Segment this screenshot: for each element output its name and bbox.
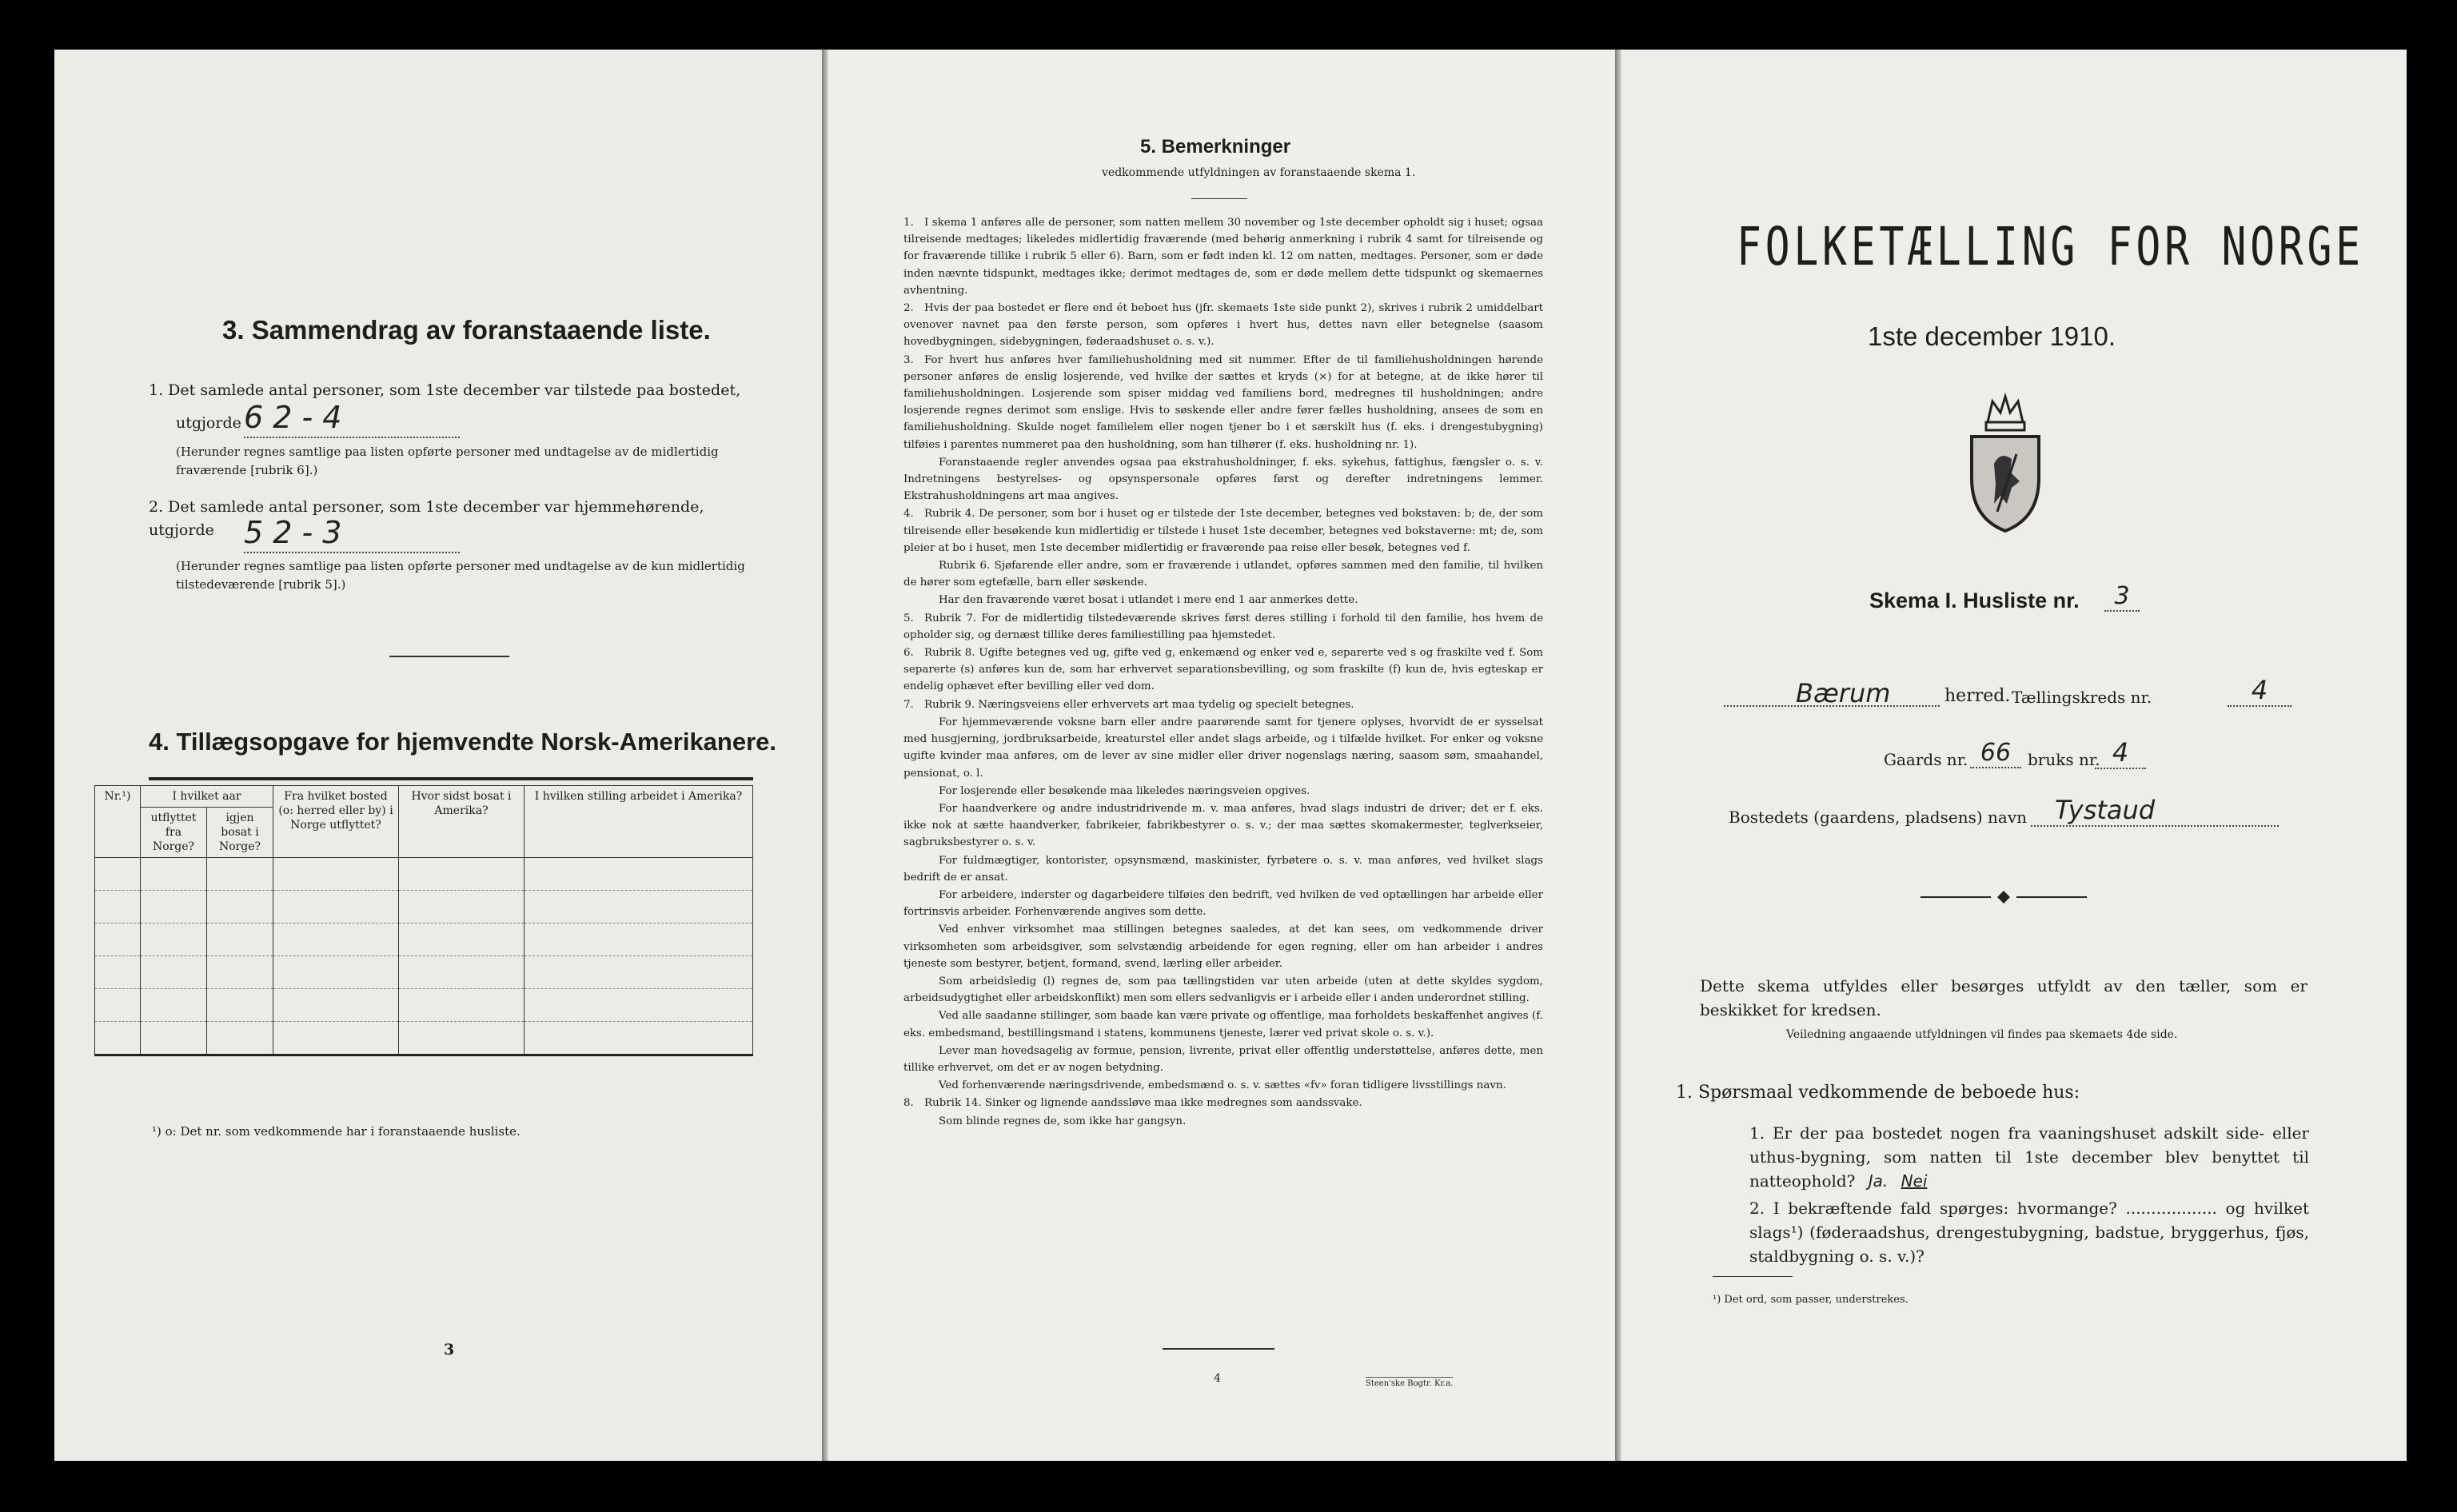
census-title: FOLKETÆLLING FOR NORGE	[1737, 216, 2364, 277]
th-from-where: Fra hvilket bosted (o: herred eller by) i Norge utflyttet?	[273, 786, 399, 858]
remark-text: Ved enhver virksomhet maa stillingen betegnes saaledes, at det kan sees, om vedkommende driver virksomheten som arbeidsgiver, som selvstændig arbeidende for egen regning, eller om han arbeider i andres tjeneste som bestyrer, betjent, formand, svend, lærling eller arbeider.	[903, 924, 1543, 970]
kreds-label: Tællingskreds nr.	[2012, 688, 2152, 707]
remark-paragraph	[903, 1113, 1543, 1130]
remark-text: Foranstaaende regler anvendes ogsaa paa ekstrahusholdninger, f. eks. sykehus, fattighus, fængsler o. s. v. Indretningens bestyrelses- og opsynspersonale opføres først og derefter indretningens lemmer. Ekstrahusholdningens art maa angives.	[903, 456, 1543, 503]
remark-text: Rubrik 7. For de midlertidig tilstedeværende skrives først deres stilling i forhold til den familie, hos hvem de opholder sig, og dernæst tillike deres familiestilling paa hjemstedet.	[903, 612, 1543, 641]
remark-text: For hjemmeværende voksne barn eller andre paarørende samt for tjenere oplyses, hvorvidt de er sysselsat med husgjerning, jordbruksarbeide, kreaturstel eller andet slags arbeide, og i tilfælde hvilket. For enker og voksne ugifte kvinder maa anføres, om de lever av sine midler eller driver nogenslags næring, saasom søm, smaahandel, pensionat, o. l.	[903, 716, 1543, 780]
item2-value[interactable]: 5 2 - 3	[244, 515, 460, 553]
table-row	[95, 956, 753, 989]
remark-text: Som arbeidsledig (l) regnes de, som paa tællingstiden var uten arbeide (uten at dette skyldes sygdom, arbeidsudygtighet eller arbeidskonflikt) men som ellers sedvanligvis er i arbeide eller i anden underordnet stilling.	[903, 975, 1543, 1005]
page-number-4: 4	[1214, 1372, 1221, 1385]
remark-paragraph	[903, 557, 1543, 591]
section4-title: 4. Tillægsopgave for hjemvendte Norsk-Amerikanere.	[149, 728, 777, 756]
herred-field[interactable]	[1724, 678, 1940, 707]
remark-text: Rubrik 4. De personer, som bor i huset og er tilstede der 1ste december, betegnes ved bokstaven: b; de, der som tilreisende eller besøkende kun midlertidig er tilstede i huset 1ste december, betegnes ved bokstaverne: mt; de, som pleier at bo i huset, men 1ste december midlertidig er fraværende paa reise eller besøk, betegnes ved f.	[903, 508, 1543, 554]
remark-paragraph	[903, 1007, 1543, 1041]
remark-number: 1.	[903, 217, 914, 229]
remark-paragraph	[903, 1043, 1543, 1076]
remark-text: For fuldmægtiger, kontorister, opsynsmænd, maskinister, fyrbøtere o. s. v. maa anføres, ved hvilket slags bedrift de er ansat.	[903, 854, 1543, 884]
item2-text: 2. Det samlede antal personer, som 1ste december var hjemmehørende, utgjorde	[149, 498, 704, 539]
item1-note: (Herunder regnes samtlige paa listen opførte personer med undtagelse av de midlertidig fraværende [rubrik 6].)	[176, 445, 719, 477]
remark-text: Rubrik 9. Næringsveiens eller erhvervets art maa tydelig og specielt betegnes.	[924, 698, 1354, 711]
remark-paragraph	[903, 644, 1543, 696]
bruks-field[interactable]: 4	[2095, 737, 2146, 769]
remark-paragraph	[903, 973, 1543, 1007]
section3-title: 3. Sammendrag av foranstaaende liste.	[222, 315, 711, 345]
remark-text: Som blinde regnes de, som ikke har gangsyn.	[939, 1115, 1187, 1127]
fold-shadow-right	[1615, 50, 1621, 1461]
remark-text: For hvert hus anføres hver familiehusholdning med sit nummer. Efter de til familiehusholdningen hørende personer anføres de enslig losjerende, ved hvilke der sættes et kryds (×) for at betegne, at de ikke hører til familiehusholdningen. Losjerende som spiser middag ved familiens bord, medregnes til husholdningen; andre losjerende regnes derimot som enslige. Hvis to søskende eller andre fører fælles husholdning, ansees de som en familiehusholdning. Skulde noget familielem eller nogen tjener bo i et særskilt hus (f. eks. i drengestubygning) tilføies i parentes nummeret paa den husholdning, som han tilhører (f. eks. husholdning nr. 1).	[903, 353, 1543, 451]
remark-text: Rubrik 8. Ugifte betegnes ved ug, gifte ved g, enkemænd og enker ved e, separerte ved s og fraskilte ved f. Som separerte (s) anføres kun de, som har erhvervet separationsbevilling, og som fraskilte (f) kun de, hvis egteskap er endelig ophævet efter bevilling eller ved dom.	[903, 647, 1543, 693]
remark-paragraph	[903, 800, 1543, 852]
th-emigrated: utflyttet fra Norge?	[141, 808, 207, 858]
remark-number: 7.	[903, 698, 914, 711]
table-row	[95, 924, 753, 956]
gaards-field[interactable]: 66	[1970, 739, 2021, 768]
table-top-rule	[149, 777, 753, 780]
remark-number: 6.	[903, 647, 914, 660]
remarks-body	[903, 214, 1543, 1131]
question-1	[1749, 1121, 2309, 1193]
remark-paragraph	[903, 1077, 1543, 1094]
table-row	[95, 1022, 753, 1055]
remarks-subheading: vedkommende utfyldningen av foranstaaende skema 1.	[1102, 166, 1416, 179]
item1-label: utgjorde	[176, 414, 241, 432]
table-row	[95, 989, 753, 1022]
remark-text: Ved alle saadanne stillinger, som baade kan være private og offentlige, maa forholdets beskaffenhet angives (f. eks. embedsmand, bestillingsmand i statens, kommunens tjeneste, lærer ved privat skole o. s. v.).	[903, 1010, 1543, 1039]
remark-paragraph	[903, 214, 1543, 299]
table-row	[95, 858, 753, 891]
kreds-field[interactable]: 4	[2228, 675, 2291, 707]
remark-number: 3.	[903, 353, 914, 366]
husliste-nr-field[interactable]: 3	[2104, 582, 2140, 612]
remark-number: 4.	[903, 508, 914, 521]
norsk-amerikanere-table	[94, 785, 753, 1056]
item1-text: 1. Det samlede antal personer, som 1ste december var tilstede paa bostedet,	[149, 381, 741, 399]
bruks-label: bruks nr.	[2028, 750, 2100, 769]
instruction-text: Dette skema utfyldes eller besørges utfyldt av den tæller, som er beskikket for kredsen.	[1700, 976, 2307, 1019]
divider	[1163, 1348, 1274, 1350]
herred-value: Bærum	[1796, 678, 1891, 708]
divider	[389, 656, 509, 657]
th-last-residence: Hvor sidst bosat i Amerika?	[399, 786, 525, 858]
remark-paragraph	[903, 783, 1543, 800]
question-1-answer[interactable]: Nei	[1901, 1171, 1928, 1191]
questions-heading: 1. Spørsmaal vedkommende de beboede hus:	[1676, 1083, 2080, 1103]
question-2: 2. I bekræftende fald spørges: hvormange? .................. og hvilket slags¹) (føderaadshus, drengestubygning, badstue, bryggerhus, fjøs, staldbygning o. s. v.)?	[1749, 1199, 2309, 1266]
herred-label: herred.	[1944, 686, 2011, 706]
remark-text: Rubrik 14. Sinker og lignende aandssløve maa ikke medregnes som aandssvake.	[924, 1097, 1362, 1110]
bosted-label: Bostedets (gaardens, pladsens) navn	[1729, 808, 2027, 827]
remark-text: Rubrik 6. Sjøfarende eller andre, som er fraværende i utlandet, opføres sammen med den familie, til hvilken de hører som egtefælle, barn eller søskende.	[903, 560, 1543, 589]
ornament-divider-icon	[1921, 889, 2087, 905]
remark-paragraph	[903, 610, 1543, 644]
remark-text: Hvis der paa bostedet er flere end ét beboet hus (jfr. skemaets 1ste side punkt 2), skrives i rubrik 2 umiddelbart ovenover navnet paa den første person, som opføres i hvert hus, dettes navn eller betegnelse (saasom hovedbygningen, sidebygningen, føderaadshuset o. s. v.).	[903, 302, 1543, 349]
remark-paragraph	[903, 921, 1543, 972]
remark-paragraph	[903, 696, 1543, 713]
page3-footnote: ¹) Det ord, som passer, understrekes.	[1713, 1294, 1909, 1306]
remark-text: For losjerende eller besøkende maa likeledes næringsveien opgives.	[939, 784, 1310, 797]
bosted-field[interactable]: Tystaud	[2031, 795, 2279, 827]
remark-paragraph	[903, 852, 1543, 886]
table-row	[95, 891, 753, 924]
remarks-heading: 5. Bemerkninger	[1140, 136, 1291, 158]
remark-paragraph	[903, 592, 1543, 608]
divider	[1191, 198, 1247, 199]
census-date: 1ste december 1910.	[1868, 321, 2116, 351]
remark-paragraph	[903, 300, 1543, 351]
gaards-label: Gaards nr.	[1884, 750, 1968, 769]
remark-number: 5.	[903, 612, 914, 624]
remark-paragraph	[903, 887, 1543, 920]
remark-text: I skema 1 anføres alle de personer, som natten mellem 30 november og 1ste december opholdt sig i huset; ogsaa tilreisende medtages; likeledes midlertidig fraværende (med behørig anmerkning i rubrik 4 samt for tilreisende og for fraværende tillike i rubrik 5 eller 6). Barn, som er født inden kl. 12 om natten, medtages. Personer, som er døde inden nævnte tidspunkt, medtages ikke; derimot medtages de, som er døde mellem dette tidspunkt og skemaernes avhentning.	[903, 217, 1543, 297]
fold-shadow-left	[822, 50, 828, 1461]
schema-label: Skema I. Husliste nr.	[1869, 588, 2080, 612]
remark-number: 2.	[903, 302, 914, 315]
remark-number: 8.	[903, 1097, 914, 1110]
remark-text: For arbeidere, inderster og dagarbeidere tilføies den bedrift, ved hvilken de ved optællingen har arbeide eller fortrinsvis arbeider. Forhenværende angives som dette.	[903, 888, 1543, 919]
question-1-text: 1. Er der paa bostedet nogen fra vaaningshuset adskilt side- eller uthus-bygning, som natten til 1ste december blev benyttet til natteophold?	[1749, 1123, 2309, 1191]
remark-paragraph	[903, 352, 1543, 453]
printer-imprint: Steen'ske Bogtr. Kr.a.	[1366, 1377, 1453, 1388]
guide-note: Veiledning angaaende utfyldningen vil findes paa skemaets 4de side.	[1786, 1028, 2178, 1041]
page-number-3: 3	[444, 1341, 455, 1358]
th-nr: Nr.¹)	[95, 786, 141, 858]
question-1-option-ja[interactable]: Ja.	[1868, 1171, 1889, 1191]
divider	[1713, 1276, 1793, 1277]
remark-text: Har den fraværende været bosat i utlandet i mere end 1 aar anmerkes dette.	[939, 594, 1358, 607]
table-footnote: ¹) o: Det nr. som vedkommende har i foranstaaende husliste.	[152, 1124, 521, 1139]
remark-paragraph	[903, 454, 1543, 505]
coat-of-arms-icon	[1964, 392, 2047, 534]
th-group: I hvilket aar	[141, 786, 273, 808]
remark-paragraph	[903, 505, 1543, 557]
remark-paragraph	[903, 1095, 1543, 1111]
remark-paragraph	[903, 714, 1543, 782]
remark-text: Ved forhenværende næringsdrivende, embedsmænd o. s. v. sættes «fv» foran tidligere livsstillings navn.	[939, 1079, 1506, 1092]
remark-text: Lever man hovedsagelig av formue, pension, livrente, privat eller offentlig understøttelse, anføres dette, men tillike erhvervet, om det er av nogen betydning.	[903, 1044, 1543, 1074]
item2-note: (Herunder regnes samtlige paa listen opførte personer med undtagelse av de kun midlertidig tilstedeværende [rubrik 5].)	[176, 559, 745, 592]
item1-value[interactable]: 6 2 - 4	[244, 400, 460, 438]
remark-text: For haandverkere og andre industridrivende m. v. maa anføres, hvad slags industri de driver; det er f. eks. ikke nok at sætte haandverker, fabrikeier, fabrikbestyrer o. s. v.; der maa sættes skomakermester, teglverkseier, sagbruksbestyrer o. s. v.	[903, 802, 1543, 849]
th-position: I hvilken stilling arbeidet i Amerika?	[525, 786, 753, 858]
th-returned: igjen bosat i Norge?	[207, 808, 273, 858]
